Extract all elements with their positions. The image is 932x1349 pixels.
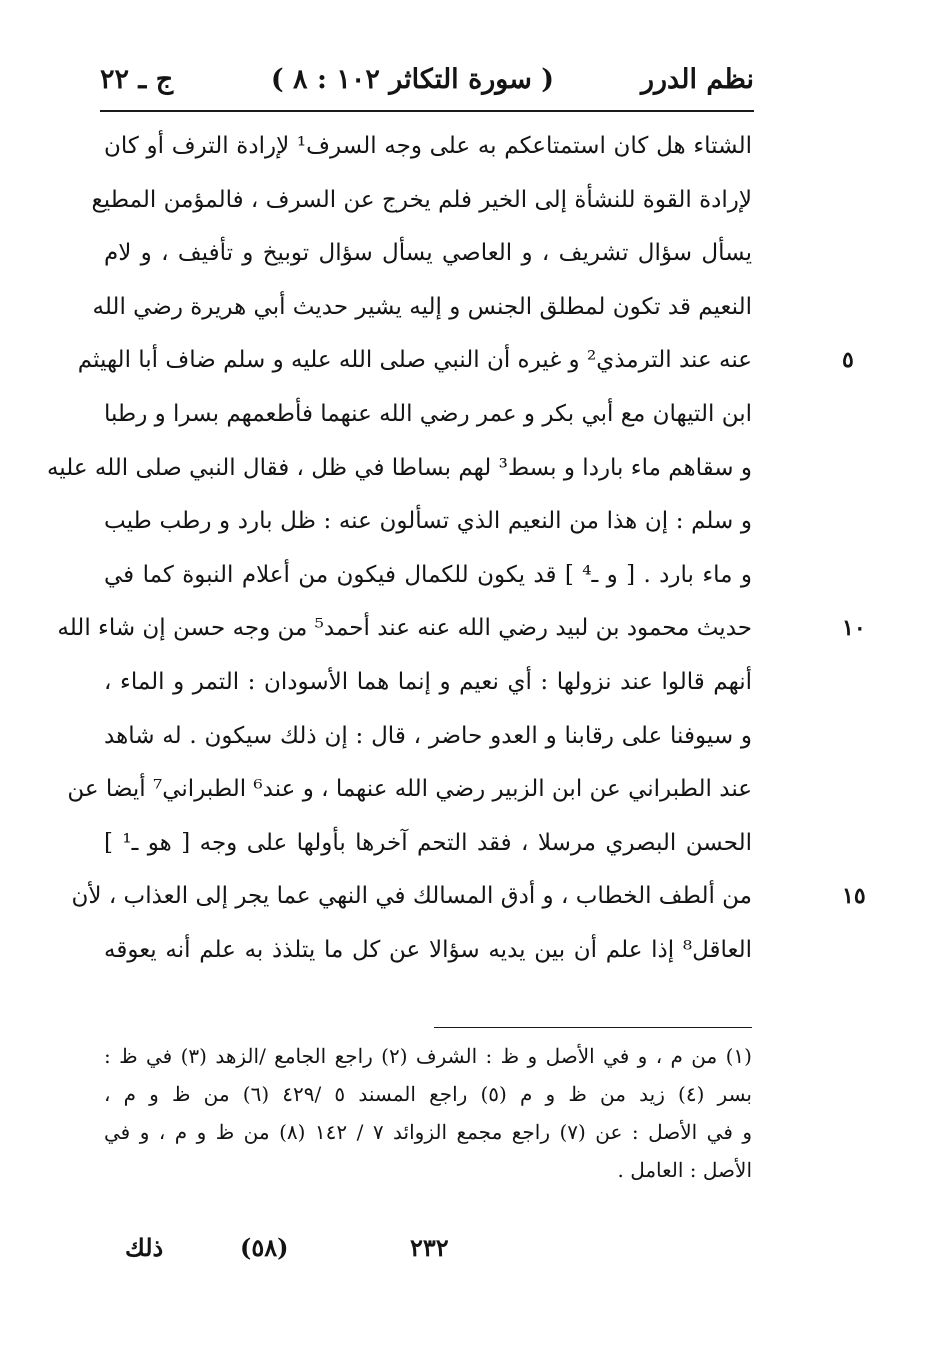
- catchword: ذلك: [125, 1233, 164, 1262]
- body-line: و سيوفنا على رقابنا و العدو حاضر ، قال : إن ذلك سيكون . له شاهد: [104, 722, 752, 749]
- body-line: عند الطبراني عن ابن الزبير رضي الله عنهما ، و عند⁶ الطبراني⁷ أيضا عن: [67, 776, 752, 803]
- body-line: الشتاء هل كان استمتاعكم به على وجه السرف¹ لإرادة الترف أو كان: [104, 133, 752, 159]
- body-line: العاقل⁸ إذا علم أن بين يديه سؤالا عن كل ما يتلذذ به علم أنه يعوقه: [104, 936, 752, 963]
- header-rule: [100, 110, 754, 112]
- body-line: و ماء بارد . [ و ـ⁴ ] قد يكون للكمال فيكون من أعلام النبوة كما في: [104, 561, 752, 588]
- body-line: ١٠ حديث محمود بن لبيد رضي الله عنه عند أحمد⁵ من وجه حسن إن شاء الله: [104, 602, 752, 656]
- body-line: أنهم قالوا عند نزولها : أي نعيم و إنما هما الأسودان : التمر و الماء ،: [104, 668, 752, 695]
- surah-reference: ( سورة التكاثر ١٠٢ : ٨ ): [270, 64, 554, 95]
- body-line: الحسن البصري مرسلا ، فقد التحم آخرها بأولها على وجه [ هو ـ¹ ]: [104, 829, 752, 856]
- body-text: [46, 120, 866, 978]
- body-line: لإرادة القوة للنشأة إلى الخير فلم يخرج عن السرف ، فالمؤمن المطيع: [91, 186, 752, 213]
- body-line: يسأل سؤال تشريف ، و العاصي يسأل سؤال توبيخ و تأفيف ، و لام: [104, 240, 752, 267]
- body-line: ٥ عنه عند الترمذي² و غيره أن النبي صلى الله عليه و سلم ضاف أبا الهيثم: [104, 334, 752, 388]
- footnote-rule: [434, 1027, 752, 1028]
- footnote-line: الأصل : العامل .: [617, 1158, 752, 1182]
- book-title: نظم الدرر: [640, 64, 754, 95]
- body-line: و سلم : إن هذا من النعيم الذي تسألون عنه : ظل بارد و رطب طيب: [104, 508, 752, 535]
- plate-number: (٥٨): [240, 1233, 289, 1262]
- body-line: ابن التيهان مع أبي بكر و عمر رضي الله عنهما فأطعمهم بسرا و رطبا: [103, 400, 752, 427]
- body-line: ١٥ من ألطف الخطاب ، و أدق المسالك في النهي عما يجر إلى العذاب ، لأن: [104, 870, 752, 924]
- line-number: ١٠: [842, 615, 866, 642]
- footnote-line: بسر (٤) زيد من ظ و م (٥) راجع المسند ٥ /٤٢٩ (٦) من ظ و م ،: [104, 1082, 752, 1106]
- footnotes: [104, 1037, 752, 1189]
- body-line: و سقاهم ماء باردا و بسط³ لهم بساطا في ظل ، فقال النبي صلى الله عليه: [46, 454, 752, 481]
- footnote-line: و في الأصل : عن (٧) راجع مجمع الزوائد ٧ / ١٤٢ (٨) من ظ و م ، و في: [104, 1120, 753, 1144]
- line-number: ٥: [842, 347, 854, 374]
- footnote-line: (١) من م ، و في الأصل و ظ : الشرف (٢) راجع الجامع /الزهد (٣) في ظ :: [104, 1044, 752, 1068]
- running-header: [100, 58, 754, 102]
- body-line: النعيم قد تكون لمطلق الجنس و إليه يشير حديث أبي هريرة رضي الله: [92, 293, 752, 320]
- part-number: ج ـ ٢٢: [100, 64, 174, 95]
- page-number: ٢٣٢: [410, 1233, 449, 1262]
- line-number: ١٥: [842, 883, 866, 910]
